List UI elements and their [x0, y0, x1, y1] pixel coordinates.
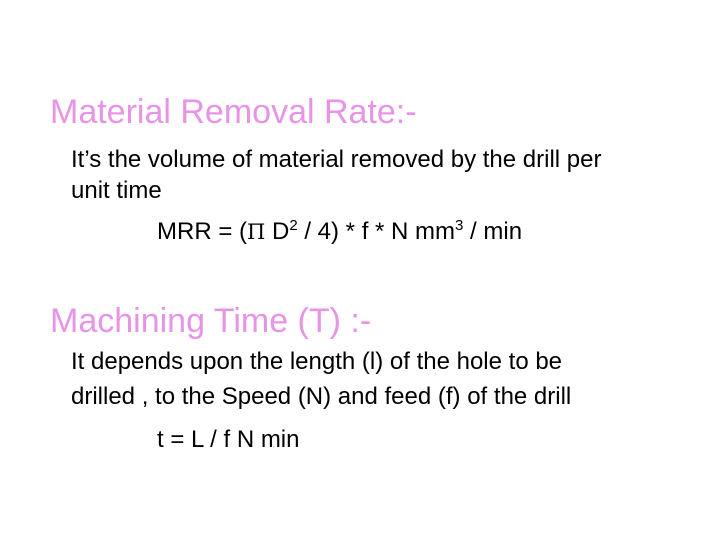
mrr-formula-d-term: D: [265, 218, 290, 245]
mrr-formula-suffix: / min: [463, 218, 523, 245]
mrr-description-line-2: unit time: [71, 177, 162, 204]
mrr-formula: [157, 217, 523, 245]
mrr-formula-middle: / 4) * f * N mm: [297, 218, 456, 245]
mrr-description-line-1: It’s the volume of material removed by the drill per: [71, 146, 602, 173]
mrr-heading: Material Removal Rate:-: [50, 93, 417, 131]
pi-symbol: Π: [247, 220, 266, 244]
machining-time-formula: t = L / f N min: [157, 426, 300, 453]
d-exponent: 2: [289, 217, 298, 234]
unit-exponent: 3: [455, 217, 464, 234]
machining-time-description-line-2: drilled , to the Speed (N) and feed (f) of the drill: [71, 383, 572, 410]
mrr-formula-prefix: MRR = (: [157, 218, 247, 245]
machining-time-heading: Machining Time (T) :-: [50, 302, 372, 340]
machining-time-description-line-1: It depends upon the length (l) of the hole to be: [71, 348, 563, 375]
